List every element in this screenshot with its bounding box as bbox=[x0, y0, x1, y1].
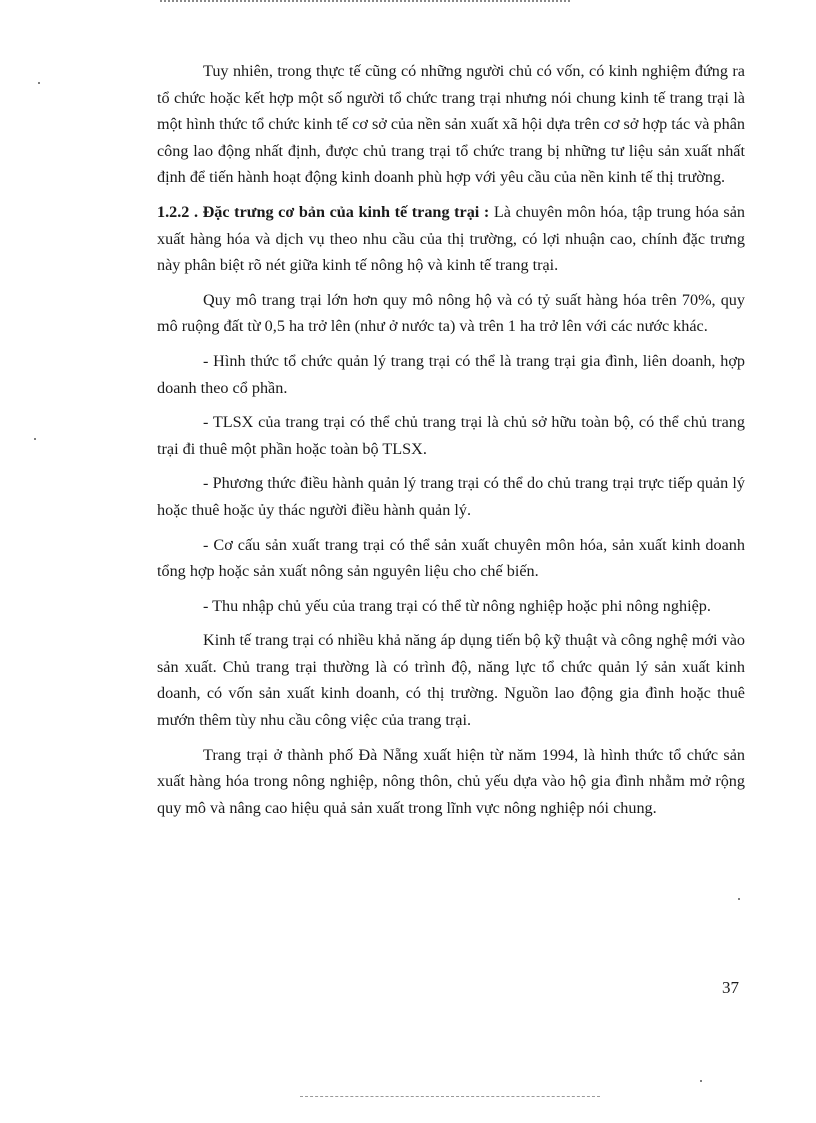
paragraph-8-text: - Thu nhập chủ yếu của trang trại có thể từ nông nghiệp hoặc phi nông nghiệp. bbox=[203, 596, 711, 615]
scan-speck bbox=[38, 82, 40, 84]
top-scan-artifact bbox=[160, 0, 570, 8]
paragraph-9-text: Kinh tế trang trại có nhiều khả năng áp dụng tiến bộ kỹ thuật và công nghệ mới vào sản xuất. Chủ trang trại thường là có trình độ, năng lực tổ chức quản lý sản xuất kinh doanh, có vốn sản xuất kinh doanh, có thị trường. Nguồn lao động gia đình hoặc thuê mướn thêm tùy nhu cầu công việc của trang trại. bbox=[157, 631, 745, 730]
paragraph-5 bbox=[157, 409, 745, 462]
paragraph-6-text: - Phương thức điều hành quản lý trang trại có thể do chủ trang trại trực tiếp quản lý hoặc thuê hoặc ủy thác người điều hành quản lý. bbox=[157, 474, 745, 519]
paragraph-1 bbox=[157, 58, 745, 191]
paragraph-3 bbox=[157, 287, 745, 340]
paragraph-10-text: Trang trại ở thành phố Đà Nẵng xuất hiện từ năm 1994, là hình thức tổ chức sản xuất hàng hóa trong nông nghiệp, nông thôn, chủ yếu dựa vào hộ gia đình nhằm mở rộng quy mô và nâng cao hiệu quả sản xuất trong lĩnh vực nông nghiệp nói chung. bbox=[157, 745, 745, 817]
paragraph-10 bbox=[157, 742, 745, 822]
paragraph-9 bbox=[157, 627, 745, 733]
body-text bbox=[157, 58, 745, 829]
scan-speck bbox=[738, 898, 740, 900]
page-number: 37 bbox=[722, 978, 739, 997]
paragraph-7-text: - Cơ cấu sản xuất trang trại có thể sản xuất chuyên môn hóa, sản xuất kinh doanh tổng hợp hoặc sản xuất nông sản nguyên liệu cho chế biến. bbox=[157, 535, 745, 581]
scan-speck bbox=[34, 438, 36, 440]
scan-speck bbox=[700, 1080, 702, 1082]
paragraph-2-text: Là chuyên môn hóa, tập trung hóa sản xuất hàng hóa và dịch vụ theo nhu cầu của thị trường, có lợi nhuận cao, chính đặc trưng này phân biệt rõ nét giữa kinh tế nông hộ và kinh tế trang trại. bbox=[157, 202, 745, 275]
section-heading-1-2-2: 1.2.2 . Đặc trưng cơ bản của kinh tế trang trại : bbox=[157, 202, 490, 221]
paragraph-8 bbox=[157, 593, 745, 620]
paragraph-1-text: Tuy nhiên, trong thực tế cũng có những người chủ có vốn, có kinh nghiệm đứng ra tổ chức hoặc kết hợp một số người tổ chức trang trại nhưng nói chung kinh tế trang trại là một hình thức tổ chức kinh tế cơ sở của nền sản xuất xã hội dựa trên cơ sở hợp tác và phân công lao động nhất định, được chủ trang trại tổ chức trang bị những tư liệu sản xuất nhất định để tiến hành hoạt động kinh doanh phù hợp với yêu cầu của nền kinh tế thị trường. bbox=[157, 62, 745, 187]
paragraph-6 bbox=[157, 470, 745, 523]
paragraph-7 bbox=[157, 532, 745, 585]
bottom-scan-artifact bbox=[300, 1096, 600, 1101]
paragraph-4 bbox=[157, 348, 745, 401]
paragraph-3-text: Quy mô trang trại lớn hơn quy mô nông hộ và có tỷ suất hàng hóa trên 70%, quy mô ruộng đất từ 0,5 ha trở lên (như ở nước ta) và trên 1 ha trở lên với các nước khác. bbox=[157, 290, 745, 336]
paragraph-2 bbox=[157, 199, 745, 279]
paragraph-5-text: - TLSX của trang trại có thể chủ trang trại là chủ sở hữu toàn bộ, có thể chủ trang trại đi thuê một phần hoặc toàn bộ TLSX. bbox=[157, 413, 745, 458]
paragraph-4-text: - Hình thức tổ chức quản lý trang trại có thể là trang trại gia đình, liên doanh, hợp doanh theo cổ phần. bbox=[157, 351, 745, 397]
